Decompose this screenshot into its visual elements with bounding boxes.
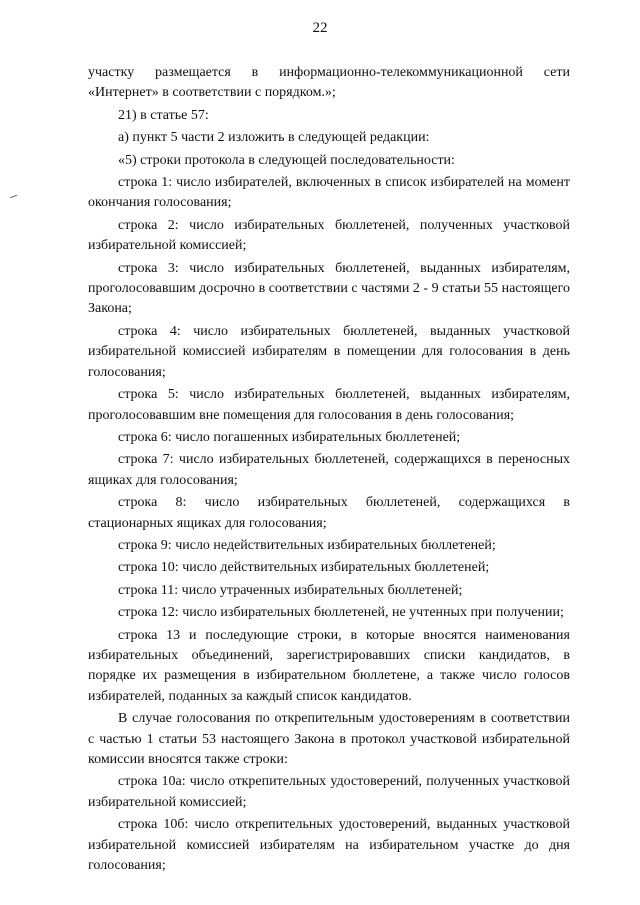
paragraph-continuation: участку размещается в информационно-телекоммуникационной сети «Интернет» в соответствии с порядком.»; [88,65,570,101]
paragraph-line-5: строка 5: число избирательных бюллетеней, выданных избирателям, проголосовавшим вне помещения для голосования в день голосования; [88,387,570,423]
paragraph-line-10b: строка 10б: число открепительных удостоверений, выданных участковой избирательной комиссией избирателям на избирательном участке до дня голосования; [88,817,570,874]
paragraph-line-8: строка 8: число избирательных бюллетеней, содержащихся в стационарных ящиках для голосования; [88,495,570,531]
paragraph-item-21: 21) в статье 57: [118,107,209,123]
paragraph-absentee-voting: В случае голосования по открепительным удостоверениям в соответствии с частью 1 статьи 53 настоящего Закона в протокол участковой избирательной комиссии вносятся также строки: [88,711,570,767]
paragraph-line-10a: строка 10а: число открепительных удостоверений, полученных участковой избирательной комиссией; [88,774,570,810]
paragraph-line-3: строка 3: число избирательных бюллетеней, выданных избирателям, проголосовавшим досрочно в соответствии с частями 2 - 9 статьи 55 настоящего Закона; [88,260,570,317]
paragraph-subitem-a: а) пункт 5 части 2 изложить в следующей редакции: [118,130,430,146]
page-number: 22 [312,20,328,36]
paragraph-line-2: строка 2: число избирательных бюллетеней, полученных участковой избирательной комиссией; [88,217,570,254]
document-body [88,63,570,876]
margin-mark [10,195,17,198]
paragraph-line-12: строка 12: число избирательных бюллетеней, не учтенных при получении; [118,605,564,621]
paragraph-protocol-lines: «5) строки протокола в следующей последовательности: [118,152,455,168]
paragraph-line-10: строка 10: число действительных избирательных бюллетеней; [118,560,490,576]
paragraph-line-9: строка 9: число недействительных избирательных бюллетеней; [118,537,496,553]
paragraph-line-11: строка 11: число утраченных избирательных бюллетеней; [118,582,463,598]
paragraph-line-1: строка 1: число избирателей, включенных в список избирателей на момент окончания голосования; [88,175,570,211]
paragraph-line-13: строка 13 и последующие строки, в которые вносятся наименования избирательных объединений, зарегистрировавших списки кандидатов, в порядке их размещения в избирательном бюллетене, а также число голосов избирателей, поданных за каждый список кандидатов. [88,627,570,704]
paragraph-line-4: строка 4: число избирательных бюллетеней, выданных участковой избирательной комиссией избирателям в помещении для голосования в день голосования; [88,323,570,380]
paragraph-line-6: строка 6: число погашенных избирательных бюллетеней; [118,429,461,445]
paragraph-line-7: строка 7: число избирательных бюллетеней, содержащихся в переносных ящиках для голосования; [88,452,570,488]
